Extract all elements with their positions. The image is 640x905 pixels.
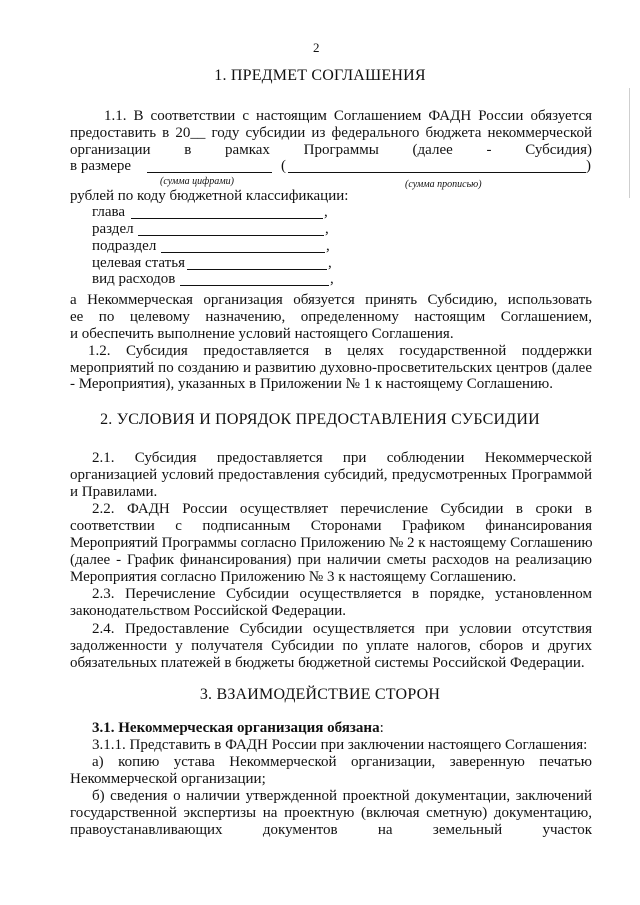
section-3-title: 3. ВЗАИМОДЕЙСТВИЕ СТОРОН (199, 686, 441, 703)
p24-line-1: 2.4. Предоставление Субсидии осуществляется при условии отсутствия (92, 621, 592, 637)
p21-line-2: организацией условий предоставления субсидий, предусмотренных Программой (70, 467, 592, 483)
p11-end-line-3: и обеспечить выполнение условий настоящего Соглашения. (70, 326, 454, 342)
page-number: 2 (313, 40, 320, 55)
p11-line-4: в размере (70, 158, 132, 174)
document-page: 2 1. ПРЕДМЕТ СОГЛАШЕНИЯ 1.1. В соответствии с настоящим Соглашением ФАДН России обязуется предоставить в 20__ году субсидии из федерального бюджета некоммерческой организации в рамках Программы (далее - Субсидия) в размере ( ) (сумма цифрами) (сумма прописью) рублей по коду бюджетной классификации: глава , раздел , подраздел , целевая статья , вид расходов , а Некоммерческая организация обязуется принять Субсидию, использовать ее по целевому назначению, определенному настоящим Соглашением, и обеспечить выполнение условий настоящего Соглашения. 1.2. Субсидия предоставляется в целях государственной поддержки мероприятий по созданию и развитию духовно-просветительских центров (далее - Мероприятия), указанных в Приложении № 1 к настоящему Соглашению. 2. УСЛОВИЯ И ПОРЯДОК ПРЕДОСТАВЛЕНИЯ СУБСИДИИ 2.1. Субсидия предоставляется при соблюдении Некоммерческой организацией условий предоставления субсидий, предусмотренных Программой и Правилами. 2.2. ФАДН России осуществляет перечисление Субсидии в сроки в соответствии с подписанным Сторонами Графиком финансирования Мероприятий Программы согласно Приложению № 2 к настоящему Соглашению (далее - График финансирования) при наличии сметы расходов на реализацию Мероприятия согласно Приложению № 3 к настоящему Соглашению. 2.3. Перечисление Субсидии осуществляется в порядке, установленном законодательством Российской Федерации. 2.4. Предоставление Субсидии осуществляется при условии отсутствия задолженности у получателя Субсидии по уплате налогов, сборов и других обязательных платежей в бюджеты бюджетной системы Российской Федерации. 3. ВЗАИМОДЕЙСТВИЕ СТОРОН 3.1. Некоммерческая организация обязана: 3.1.1. Представить в ФАДН России при заключении настоящего Соглашения: а) копию устава Некоммерческой организации, заверенную печатью Некоммерческой организации; б) сведения о наличии утвержденной проектной документации, заключений государственной экспертизы на проектную (включая сметную) документацию, правоустанавливающих документов на земельный участок (0, 0, 640, 905)
paren-open: ( (281, 158, 286, 174)
p11-end-line-2: ее по целевому назначению, определенному настоящим Соглашением, (70, 309, 592, 325)
p12-line-3: - Мероприятия), указанных в Приложении № 1 к настоящему Соглашению. (70, 376, 553, 392)
section-1-title: 1. ПРЕДМЕТ СОГЛАШЕНИЯ (214, 67, 426, 84)
bk-label-vid: вид расходов (92, 271, 176, 287)
sub31-colon: : (379, 720, 384, 736)
p311-line: 3.1.1. Представить в ФАДН России при заключении настоящего Соглашения: (92, 737, 588, 753)
amount-digits-line (147, 172, 272, 173)
bk-label-razdel: раздел (92, 221, 134, 237)
rubles-line: рублей по коду бюджетной классификации: (70, 188, 349, 204)
bk-label-podrazdel: подраздел (92, 238, 157, 254)
bk-line-celevaya (187, 269, 327, 270)
amount-words-caption: (сумма прописью) (405, 179, 482, 190)
bk-line-vid (180, 285, 329, 286)
bk-line-razdel (138, 235, 324, 236)
bk-line-podrazdel (161, 252, 325, 253)
p24-line-3: обязательных платежей в бюджеты бюджетной системы Российской Федерации. (70, 655, 585, 671)
p22-line-3: Мероприятий Программы согласно Приложению № 2 к настоящему Соглашению (70, 535, 593, 551)
p22-line-1: 2.2. ФАДН России осуществляет перечисление Субсидии в сроки в (92, 501, 592, 517)
p21-line-3: и Правилами. (70, 484, 158, 500)
p22-line-5: Мероприятия согласно Приложению № 3 к настоящему Соглашению. (70, 569, 517, 585)
p11-line-1: 1.1. В соответствии с настоящим Соглашением ФАДН России обязуется (104, 108, 592, 124)
pb-line-2: государственной экспертизы на проектную (включая сметную) документацию, (70, 805, 592, 821)
pa-line-2: Некоммерческой организации; (70, 771, 266, 787)
p11-end-line-1: а Некоммерческая организация обязуется принять Субсидию, использовать (70, 292, 592, 308)
p12-line-2: мероприятий по созданию и развитию духовно-просветительских центров (далее (70, 360, 592, 376)
amount-digits-caption: (сумма цифрами) (160, 176, 234, 187)
p24-line-2: задолженности у получателя Субсидии по уплате налогов, сборов и других (70, 638, 592, 654)
p21-line-1: 2.1. Субсидия предоставляется при соблюдении Некоммерческой (92, 450, 592, 466)
section-2-title: 2. УСЛОВИЯ И ПОРЯДОК ПРЕДОСТАВЛЕНИЯ СУБСИДИИ (100, 411, 540, 428)
pb-line-1: б) сведения о наличии утвержденной проектной документации, заключений (92, 788, 592, 804)
p11-line-3: организации в рамках Программы (далее - Субсидия) (70, 142, 592, 158)
p12-line-1: 1.2. Субсидия предоставляется в целях государственной поддержки (88, 343, 592, 359)
p23-line-1: 2.3. Перечисление Субсидии осуществляется в порядке, установленном (92, 586, 592, 602)
sub31-heading (92, 720, 384, 736)
pb-line-3: правоустанавливающих документов на земельный участок (70, 822, 592, 838)
p22-line-2: соответствии с подписанным Сторонами Графиком финансирования (70, 518, 592, 534)
p23-line-2: законодательством Российской Федерации. (70, 603, 347, 619)
pa-line-1: а) копию устава Некоммерческой организации, заверенную печатью (92, 754, 592, 770)
scan-edge-shadow (629, 88, 630, 198)
bk-label-glava: глава (92, 204, 126, 220)
bk-label-celevaya: целевая статья (92, 255, 185, 271)
amount-words-line (288, 172, 586, 173)
sub31-bold: 3.1. Некоммерческая организация обязана (92, 720, 380, 736)
paren-close: ) (586, 158, 591, 174)
bk-line-glava (131, 218, 323, 219)
p22-line-4: (далее - График финансирования) при наличии сметы расходов на реализацию (70, 552, 592, 568)
p11-line-2: предоставить в 20__ году субсидии из федерального бюджета некоммерческой (70, 125, 592, 141)
